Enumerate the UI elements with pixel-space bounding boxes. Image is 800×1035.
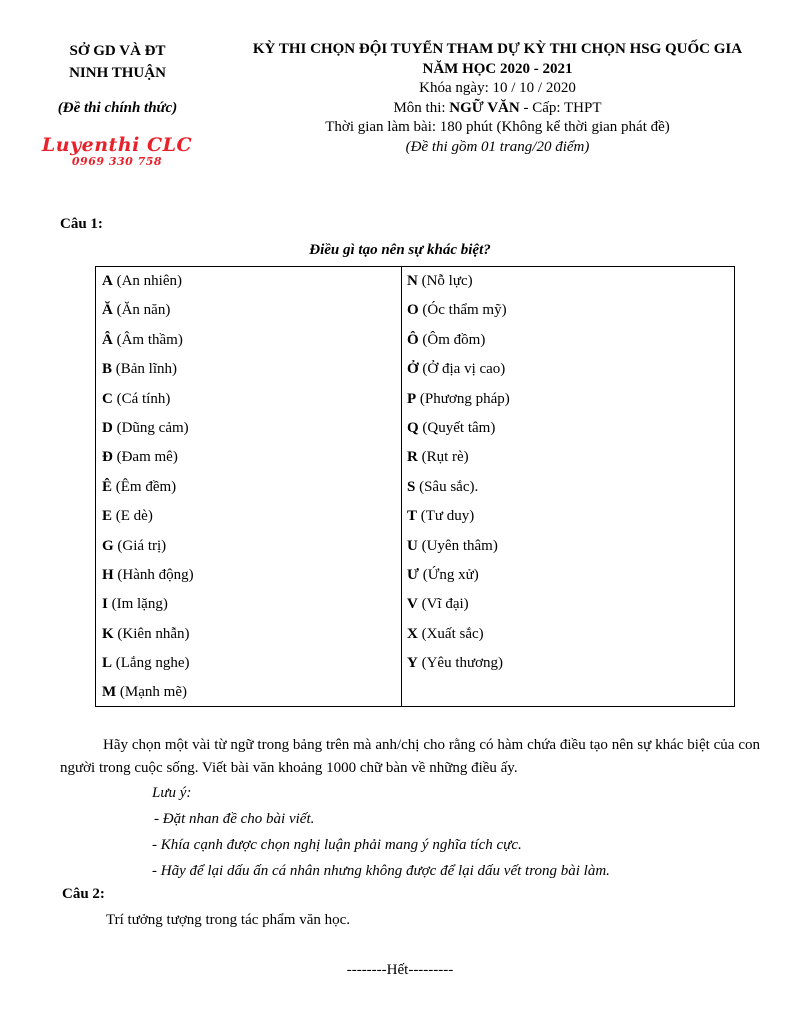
cell-word: (Quyết tâm) xyxy=(418,419,496,436)
cell-letter: O xyxy=(407,302,419,319)
department-line-1: SỞ GD VÀ ĐT xyxy=(69,43,166,59)
table-cell xyxy=(401,473,734,502)
table-cell xyxy=(96,267,401,296)
cell-word: (Dũng cảm) xyxy=(112,419,189,436)
cell-word: (Êm đềm) xyxy=(112,478,177,495)
cell-letter: P xyxy=(407,390,417,407)
table-cell xyxy=(96,532,401,561)
table-cell xyxy=(96,649,401,678)
table-cell xyxy=(96,620,401,649)
cell-letter: V xyxy=(407,596,418,613)
table-cell xyxy=(96,414,401,443)
cell-letter: Ă xyxy=(102,302,113,319)
cell-word: (Giá trị) xyxy=(113,537,167,554)
note-item: - Hãy để lại dấu ấn cá nhân nhưng không được để lại dấu vết trong bài làm. xyxy=(152,863,610,879)
cell-letter: N xyxy=(407,273,418,289)
cell-letter: I xyxy=(102,596,108,613)
exam-header xyxy=(205,40,790,157)
table-cell xyxy=(401,649,734,678)
cell-letter: H xyxy=(102,566,114,583)
table-cell xyxy=(401,414,734,443)
word-table-left-column xyxy=(96,267,402,706)
pages-line: (Đề thi gồm 01 trang/20 điểm) xyxy=(405,138,590,155)
cell-word: (Nỗ lực) xyxy=(417,273,473,289)
word-table-right-column xyxy=(401,267,734,706)
table-cell xyxy=(96,355,401,384)
note-item: - Khía cạnh được chọn nghị luận phải mang ý nghĩa tích cực. xyxy=(152,837,522,853)
cell-letter: Y xyxy=(407,655,418,672)
cell-letter: B xyxy=(102,361,113,378)
cell-word: (Sâu sắc). xyxy=(415,478,479,495)
cell-letter: C xyxy=(102,390,113,407)
cell-letter: G xyxy=(102,537,114,554)
school-year: NĂM HỌC 2020 - 2021 xyxy=(422,60,573,77)
cell-word: (Xuất sắc) xyxy=(417,625,484,642)
notes-block xyxy=(152,780,610,884)
word-table xyxy=(95,266,735,707)
cell-word: (Phương pháp) xyxy=(416,390,510,407)
logo-text: Luyenthi CLC xyxy=(41,134,193,156)
cell-letter: Ô xyxy=(407,331,419,348)
cell-letter: Ư xyxy=(407,566,419,583)
cell-letter: Đ xyxy=(102,449,113,466)
cell-letter: K xyxy=(102,625,114,642)
table-cell xyxy=(96,326,401,355)
department-line-2: NINH THUẬN xyxy=(69,65,166,81)
table-cell xyxy=(96,590,401,619)
note-item: - Đặt nhan đề cho bài viết. xyxy=(154,811,315,827)
subject-prefix: Môn thi: xyxy=(393,99,450,116)
cell-word: (Ứng xử) xyxy=(418,566,479,583)
cell-word: (Cá tính) xyxy=(112,390,171,407)
table-cell xyxy=(96,561,401,590)
cell-word: (Uyên thâm) xyxy=(417,537,498,554)
cell-letter: X xyxy=(407,625,418,642)
cell-word: (Kiên nhẫn) xyxy=(113,625,190,642)
cell-word: (Yêu thương) xyxy=(417,655,504,672)
cell-letter: D xyxy=(102,419,113,436)
cell-word: (Tư duy) xyxy=(417,508,475,525)
time-line: Thời gian làm bài: 180 phút (Không kể thời gian phát đề) xyxy=(325,119,670,135)
subject-name: NGỮ VĂN xyxy=(449,99,520,116)
table-cell xyxy=(401,267,734,296)
cell-word: (Ăn năn) xyxy=(112,302,171,319)
cell-letter: A xyxy=(102,273,113,289)
cell-letter: Ở xyxy=(407,361,419,378)
cell-word: (Bản lĩnh) xyxy=(112,361,178,378)
cell-word: (Âm thầm) xyxy=(112,331,183,348)
table-cell xyxy=(401,590,734,619)
cell-letter: E xyxy=(102,508,113,525)
cell-word: (E dè) xyxy=(112,508,153,525)
cell-word: (Óc thẩm mỹ) xyxy=(418,302,507,319)
table-cell xyxy=(96,296,401,325)
table-cell xyxy=(401,355,734,384)
cell-letter: M xyxy=(102,684,117,701)
cell-word: (Mạnh mẽ) xyxy=(116,684,187,701)
cell-word: (Vĩ đại) xyxy=(417,596,469,613)
department-block xyxy=(25,40,210,84)
table-cell xyxy=(401,502,734,531)
cell-letter: Â xyxy=(102,331,113,348)
cell-letter: S xyxy=(407,478,416,495)
end-marker: --------Hết--------- xyxy=(346,962,454,978)
cell-word: (Rụt rè) xyxy=(417,449,469,466)
question-1-prompt: Hãy chọn một vài từ ngữ trong bảng trên mà anh/chị cho rằng có hàm chứa điều tạo nên sự khác biệt của con người trong cuộc sống. Viết bài văn khoảng 1000 chữ bàn về những điều ấy. xyxy=(60,737,760,776)
cell-letter: U xyxy=(407,537,418,554)
cell-word: (Đam mê) xyxy=(112,449,178,466)
question-2-body: Trí tưởng tượng trong tác phẩm văn học. xyxy=(106,912,351,928)
table-cell xyxy=(96,473,401,502)
cell-letter: R xyxy=(407,449,418,466)
cell-word: (Im lặng) xyxy=(107,596,168,613)
subject-suffix: - Cấp: THPT xyxy=(519,99,602,116)
table-cell xyxy=(96,385,401,414)
table-cell xyxy=(401,620,734,649)
table-cell xyxy=(96,678,401,707)
watermark-logo xyxy=(32,134,202,168)
table-cell xyxy=(401,385,734,414)
subject-line xyxy=(205,99,790,119)
cell-word: (Ở địa vị cao) xyxy=(418,361,506,378)
cell-word: (Hành động) xyxy=(113,566,194,583)
table-title: Điều gì tạo nên sự khác biệt? xyxy=(309,242,491,258)
exam-title: KỲ THI CHỌN ĐỘI TUYỂN THAM DỰ KỲ THI CHỌN HSG QUỐC GIA xyxy=(252,41,743,57)
question-2-label: Câu 2: xyxy=(62,886,105,902)
cell-word: (Ôm đồm) xyxy=(418,331,486,348)
cell-letter: Ê xyxy=(102,478,113,495)
table-cell xyxy=(401,561,734,590)
table-cell xyxy=(401,296,734,325)
cell-letter: L xyxy=(102,655,113,672)
question-1-label: Câu 1: xyxy=(60,216,103,232)
cell-letter: T xyxy=(407,508,418,525)
exam-date: Khóa ngày: 10 / 10 / 2020 xyxy=(419,80,576,96)
table-cell xyxy=(96,443,401,472)
table-cell xyxy=(401,326,734,355)
official-label: (Đề thi chính thức) xyxy=(57,100,178,116)
logo-phone: 0969 330 758 xyxy=(71,155,163,168)
table-cell xyxy=(401,443,734,472)
cell-word: (An nhiên) xyxy=(112,273,182,289)
note-title: Lưu ý: xyxy=(152,785,192,801)
table-cell xyxy=(401,532,734,561)
cell-word: (Lắng nghe) xyxy=(112,655,190,672)
cell-letter: Q xyxy=(407,419,419,436)
table-cell xyxy=(96,502,401,531)
